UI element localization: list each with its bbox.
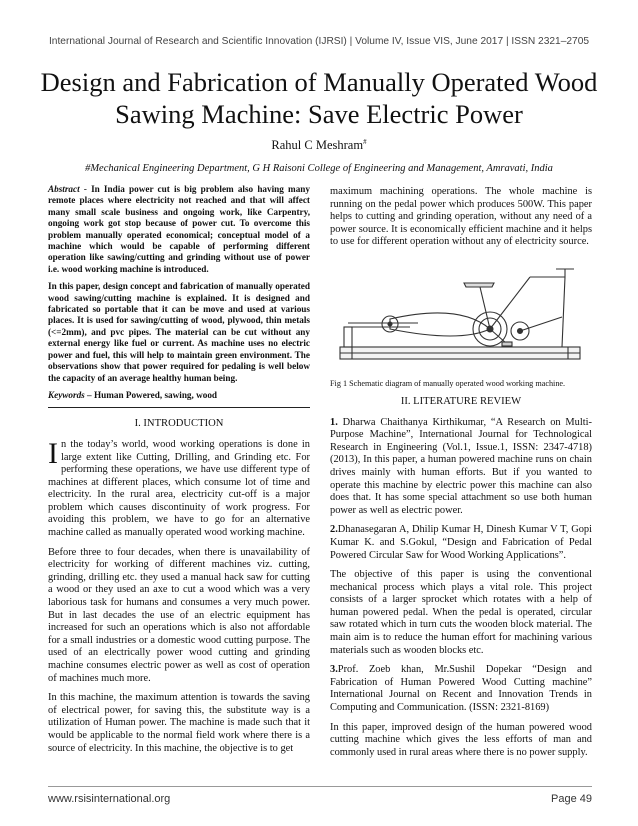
reference-2: [330, 524, 592, 562]
intro-paragraph-4: maximum machining operations. The whole machine is running on the pedal power which produces 500W. This paper helps to cutting and grinding operation, without any need of a power source. It is economically efficient machine and it helps to use for different operation without any of electricity source.: [330, 186, 592, 248]
drop-cap: I: [48, 436, 58, 470]
abstract-text-1: In India power cut is big problem also having many remote places where electricity not reached and that will affect many small scale business and ongoing work, like Carpentry, ongoing work got stop because of power cut. To overcome this problem manually operated economical; conceptual model of a machine which would be capable of performing different operation like sawing/cutting and grinding without use of power i.e. wood working machine is introduced.: [48, 184, 310, 274]
author-line: [0, 138, 638, 153]
keywords-label: Keywords: [48, 389, 85, 400]
left-column: [48, 184, 310, 762]
footer-website: www.rsisinternational.org: [48, 793, 171, 805]
author-name: Rahul C Meshram: [271, 138, 364, 153]
figure-caption: Fig 1 Schematic diagram of manually operated wood working machine.: [330, 378, 566, 388]
abstract-paragraph-2: In this paper, design concept and fabrication of manually operated wood sawing/cutting machine is explained. It is designed and fabricated so portable that it can be move and used at various places. It is used for sawing/cutting of wood, plywood, thin metals (<=2mm), and pvc pipes. The material can be cut without any external energy like fuel or current. As machine uses no electric power and fuel, this will help to maintain green environment. The observations show that power required for pedaling is well below the capacity of an average healthy human being.: [48, 281, 310, 383]
paper-title: Design and Fabrication of Manually Operated Wood Sawing Machine: Save Electric Power: [40, 67, 598, 129]
intro-text-1: n the today’s world, wood working operations is done in large extent like Cutting, Drilling, and Grinding etc. For performing these operations, we have use different type of machines at different places, which consume lot of time and electricity. In the rural area, electricity cut-off is a major problem which causes discontinuity of work progress. For avoiding this problem, we have to go for an alternative machine called as manually operated wood working machine.: [48, 438, 310, 539]
reference-3-text: Prof. Zoeb khan, Mr.Sushil Dopekar “Design and Fabrication of Human Powered Wood Cutting machine” International Journal on Recent and Innovation Trends in Computing and Communication. (ISSN: 2321-8169): [330, 664, 592, 714]
reference-3: [330, 664, 592, 714]
affiliation: #Mechanical Engineering Department, G H Raisoni College of Engineering and Management, Amravati, India: [85, 163, 553, 174]
right-column: [330, 186, 592, 766]
abstract: [48, 184, 310, 401]
reference-3-number: 3.: [330, 664, 338, 676]
intro-paragraph-3: In this machine, the maximum attention is towards the saving of electrical power, for saving this, the substitute way is a utilization of Human power. The machine is made such that it would be applicable to the normal field work where there is a source of electricity. In this machine, the objective is to get: [48, 692, 310, 754]
abstract-label: Abstract -: [48, 184, 87, 194]
author-mark: #: [363, 138, 367, 146]
running-header: International Journal of Research and Scientific Innovation (IJRSI) | Volume IV, Issue VIS, June 2017 | ISSN 2321–2705: [48, 36, 590, 47]
reference-3-summary: In this paper, improved design of the human powered wood cutting machine which gives the less efforts of man and commonly used in rural areas where there is no power supply.: [330, 721, 592, 758]
keywords: [48, 390, 310, 401]
section-heading-introduction: I. INTRODUCTION: [134, 418, 224, 430]
reference-2-summary: The objective of this paper is using the conventional mechanical process which plays a vital role. This project consists of a larger sprocket which rotates with a help of human powered pedal. When the pedal is operated, circular saw rotated which in turn cuts the wooden block material. The main aim is to reduce the human effort for machining various materials such as wooden blocks etc.: [330, 569, 592, 656]
machine-schematic-figure: [330, 257, 592, 375]
intro-paragraph-1: [48, 436, 310, 540]
reference-1: [330, 417, 592, 518]
abstract-divider: [48, 407, 310, 408]
machine-schematic-drawing: [330, 257, 592, 375]
reference-2-number: 2.: [330, 524, 338, 536]
footer-divider: [48, 786, 592, 787]
keywords-text: – Human Powered, sawing, wood: [84, 389, 218, 400]
footer-page-number: Page 49: [551, 793, 592, 805]
reference-1-text: Dharwa Chaithanya Kirthikumar, “A Research on Multi-Purpose Machine”, International Journal for Technological Research in Engineering (Vol.1, Issue.1, ISSN: 2347-4718) (2013), In this paper, a human powered machine runs on chain drives mainly with human efforts. But if you wanted to operate this machine by electric power this machine can also does that. It has some special attachment so use both human power as well as electric power.: [330, 416, 592, 516]
reference-2-text: Dhanasegaran A, Dhilip Kumar H, Dinesh Kumar V T, Gopi Kumar K. and S.Gokul, “Design and Fabrication of Pedal Powered Circular Saw for Wood Working Applications”.: [330, 524, 592, 561]
section-heading-literature: II. LITERATURE REVIEW: [400, 395, 522, 407]
intro-paragraph-2: Before three to four decades, when there is unavailability of electricity for working of different machines viz. cutting, grinding, drilling etc. they used a manual hack saw for cutting a wood or they used an axe to cut a wood which was a very laborious task for humans and consumes a very much power. But in last decades the use of an electric equipment has increased for such an operations which is also not affordable for a small industries or a domestic wood cutting purpose. The used of an electrically power wood cutting and grinding machine consumes electric power as well as cost of operation of machines much more.: [48, 546, 310, 684]
reference-1-number: 1.: [330, 416, 338, 428]
abstract-paragraph-1: [48, 184, 310, 275]
